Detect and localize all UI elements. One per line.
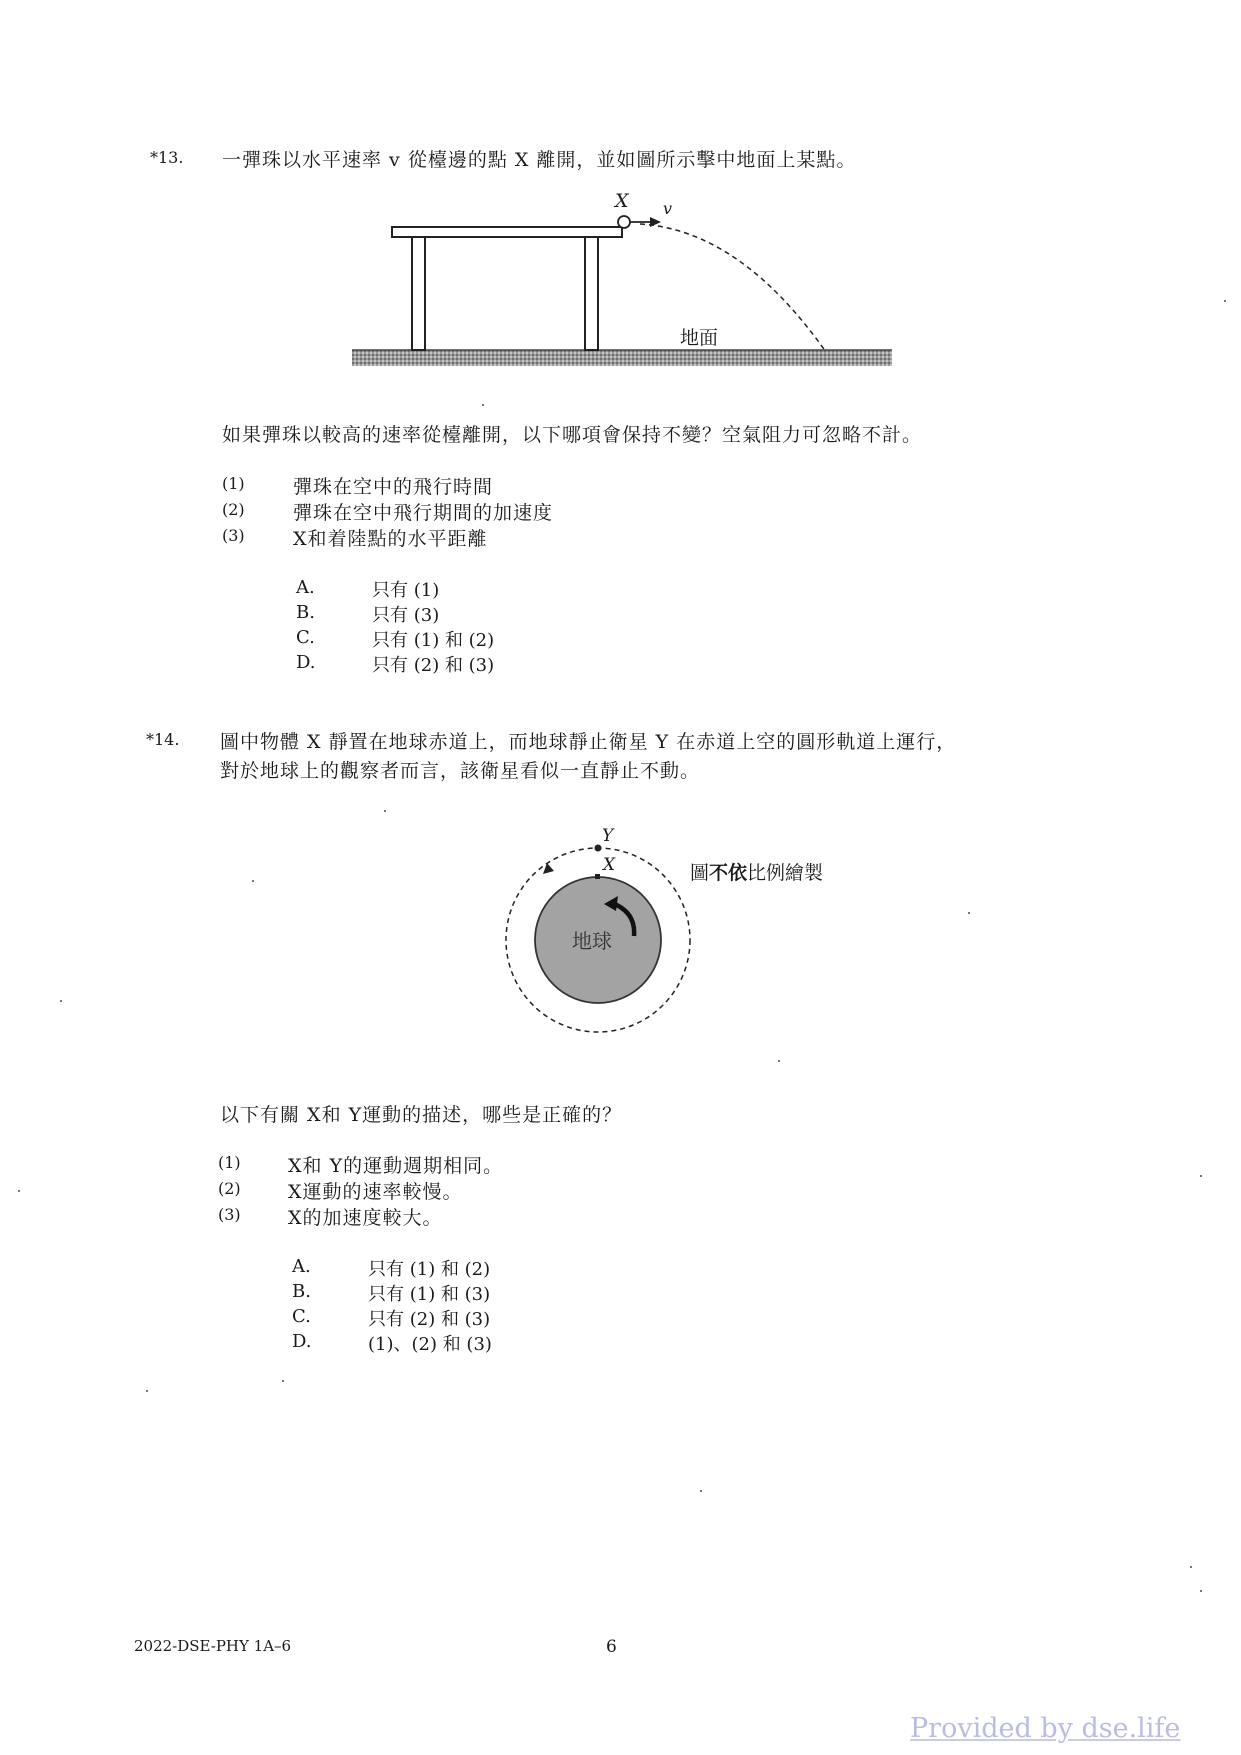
q13-statement-3-num: (3) <box>222 526 245 545</box>
ground-strip <box>352 350 892 366</box>
label-y: Y <box>602 826 614 846</box>
q14-number: *14. <box>146 730 180 749</box>
q13-option-d-letter: D. <box>296 652 316 673</box>
q13-question: 如果彈珠以較高的速率從檯離開，以下哪項會保持不變？空氣阻力可忽略不計。 <box>222 424 923 446</box>
satellite-y <box>595 845 602 852</box>
q14-option-b-letter: B. <box>292 1281 311 1302</box>
q14-figure-orbit <box>490 820 870 1045</box>
q14-option-a: 只有 (1) 和 (2) <box>368 1259 491 1280</box>
q13-statement-3: X和着陸點的水平距離 <box>293 528 488 550</box>
q13-option-b: 只有 (3) <box>372 605 440 626</box>
q13-statement-1-num: (1) <box>222 474 245 493</box>
footer-exam-code: 2022-DSE-PHY 1A–6 <box>134 1637 292 1655</box>
label-earth: 地球 <box>572 929 612 953</box>
q14-option-d: (1)、(2) 和 (3) <box>368 1334 492 1355</box>
q14-statement-1: X和 Y的運動週期相同。 <box>288 1155 504 1177</box>
table-leg-left <box>412 237 425 350</box>
q13-figure-table-ball <box>340 190 900 375</box>
q14-statement-3: X的加速度較大。 <box>288 1207 443 1229</box>
q14-option-d-letter: D. <box>292 1331 312 1352</box>
label-x: X <box>603 855 616 875</box>
q13-option-d: 只有 (2) 和 (3) <box>372 655 495 676</box>
q14-statement-1-num: (1) <box>218 1153 241 1172</box>
q13-statement-2: 彈珠在空中飛行期間的加速度 <box>293 502 554 524</box>
q13-statement-2-num: (2) <box>222 500 245 519</box>
q14-statement-2-num: (2) <box>218 1179 241 1198</box>
q13-stem: 一彈珠以水平速率 v 從檯邊的點 X 離開，並如圖所示擊中地面上某點。 <box>222 149 857 171</box>
q14-statement-2: X運動的速率較慢。 <box>288 1181 463 1203</box>
label-ground: 地面 <box>680 327 719 349</box>
q14-statement-3-num: (3) <box>218 1205 241 1224</box>
q13-option-b-letter: B. <box>296 602 315 623</box>
trajectory-path <box>640 224 826 352</box>
q13-statement-1: 彈珠在空中的飛行時間 <box>293 476 494 498</box>
q14-option-b: 只有 (1) 和 (3) <box>368 1284 491 1305</box>
q14-stem-line-1: 圖中物體 X 靜置在地球赤道上，而地球靜止衛星 Y 在赤道上空的圓形軌道上運行， <box>220 731 957 753</box>
q13-option-c: 只有 (1) 和 (2) <box>372 630 495 651</box>
footer-page-number: 6 <box>606 1637 617 1657</box>
watermark-link[interactable]: Provided by dse.life <box>910 1713 1181 1744</box>
q14-option-c-letter: C. <box>292 1306 311 1327</box>
orbit-direction-arrow-icon <box>543 863 554 874</box>
ball <box>618 216 630 228</box>
q13-option-a-letter: A. <box>296 577 315 598</box>
not-to-scale-note: 圖不依比例繪製 <box>690 862 824 884</box>
q14-option-c: 只有 (2) 和 (3) <box>368 1309 491 1330</box>
label-x: X <box>615 190 629 212</box>
q13-number: *13. <box>150 148 184 167</box>
table-leg-right <box>585 237 598 350</box>
q14-option-a-letter: A. <box>292 1256 311 1277</box>
table-top <box>392 227 622 237</box>
q14-question: 以下有關 X和 Y運動的描述，哪些是正確的？ <box>220 1104 623 1126</box>
label-v: v <box>663 199 673 218</box>
q13-option-a: 只有 (1) <box>372 580 440 601</box>
q13-option-c-letter: C. <box>296 627 315 648</box>
object-x <box>595 874 600 879</box>
q14-stem-line-2: 對於地球上的觀察者而言，該衛星看似一直靜止不動。 <box>220 760 701 782</box>
